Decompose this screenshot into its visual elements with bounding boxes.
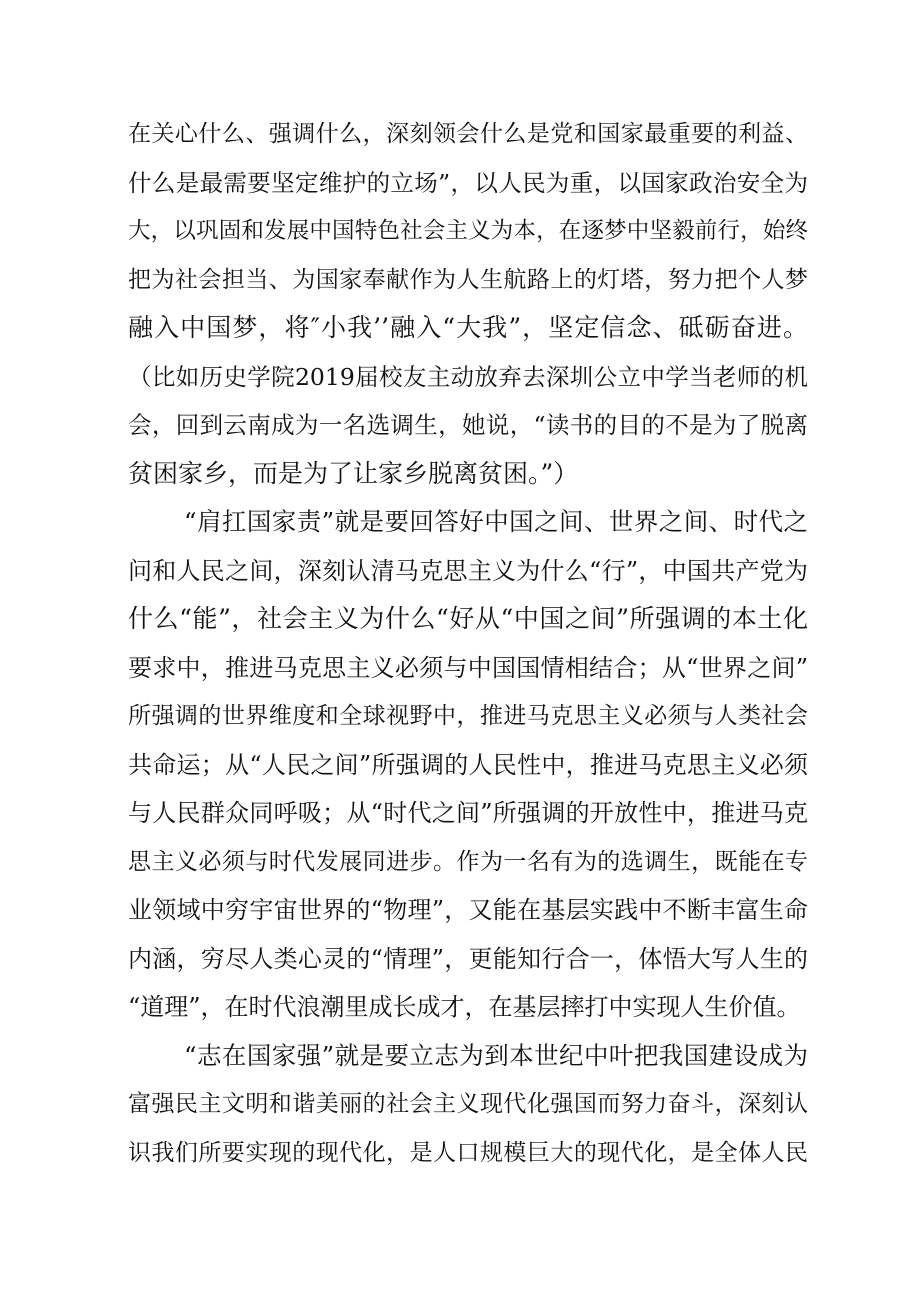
text-line: 什么是最需要坚定维护的立场”，以人民为重，以国家政治安全为 xyxy=(128,168,808,197)
text-line: 内涵，穷尽人类心灵的“情理”，更能知行合一，体悟大写人生的 xyxy=(128,944,808,973)
text-line: 业领域中穷宇宙世界的“物理”，又能在基层实践中不断丰富生命 xyxy=(128,896,808,924)
text-line: 在关心什么、强调什么，深刻领会什么是党和国家最重要的利益、 xyxy=(128,121,808,147)
text-line: “道理”，在时代浪潮里成长成才，在基层摔打中实现人生价值。 xyxy=(128,993,801,1021)
document-body xyxy=(128,110,808,1177)
text-line: 什么“能”，社会主义为什么“好从“中国之间”所强调的本土化 xyxy=(128,604,808,633)
paragraph-first-line: “肩扛国家责”就是要回答好中国之间、世界之间、时代之 xyxy=(184,507,808,536)
text-line: 融入中国梦，将″小我’’融入“大我”，坚定信念、砥砺奋进。 xyxy=(128,313,808,342)
text-line: 会，回到云南成为一名选调生，她说，“读书的目的不是为了脱离 xyxy=(128,411,808,439)
text-line: 贫困家乡，而是为了让家乡脱离贫困。”） xyxy=(128,458,579,488)
text-line: 思主义必须与时代发展同进步。作为一名有为的选调生，既能在专 xyxy=(128,848,808,875)
paragraph-first-line: “志在国家强”就是要立志为到本世纪中叶把我国建设成为 xyxy=(184,1040,808,1070)
text-line: 富强民主文明和谐美丽的社会主义现代化强国而努力奋斗，深刻认 xyxy=(128,1091,808,1117)
text-line: （比如历史学院2019届校友主动放弃去深圳公立中学当老师的机 xyxy=(128,362,808,391)
text-line: 共命运；从“人民之间”所强调的人民性中，推进马克思主义必须 xyxy=(128,750,808,779)
text-line: 与人民群众同呼吸；从“时代之间”所强调的开放性中，推进马克 xyxy=(128,799,808,827)
text-line: 大，以巩固和发展中国特色社会主义为本，在逐梦中坚毅前行，始终 xyxy=(128,218,808,244)
text-line: 所强调的世界维度和全球视野中，推进马克思主义必须与人类社会 xyxy=(128,703,808,729)
text-line: 把为社会担当、为国家奉献作为人生航路上的灯塔，努力把个人梦 xyxy=(128,266,808,293)
text-line: 识我们所要实现的现代化，是人口规模巨大的现代化，是全体人民 xyxy=(128,1139,808,1166)
text-line: 要求中，推进马克思主义必须与中国国情相结合；从“世界之间” xyxy=(128,653,808,682)
text-line: 问和人民之间，深刻认清马克思主义为什么“行”，中国共产党为 xyxy=(128,556,808,585)
